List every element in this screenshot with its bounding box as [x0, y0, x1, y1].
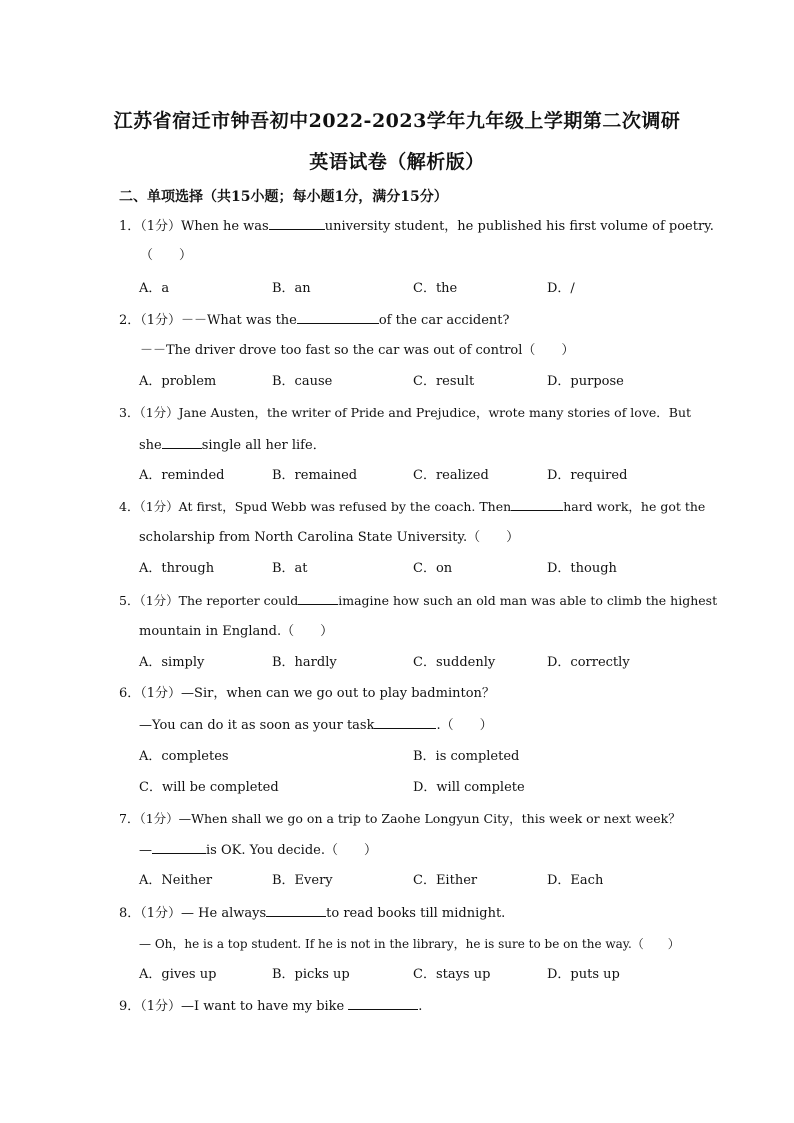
answer-blank	[269, 217, 325, 230]
q6-option-d[interactable]: D．will complete	[413, 780, 525, 795]
question-7-line-2	[139, 841, 377, 860]
q5-option-d[interactable]: D．correctly	[547, 655, 630, 670]
q4-option-b[interactable]: B．at	[272, 561, 308, 576]
answer-blank	[152, 841, 206, 854]
q6-option-c[interactable]: C．will be completed	[139, 780, 279, 795]
q8-option-c[interactable]: C．stays up	[413, 967, 491, 982]
q3-option-a[interactable]: A．reminded	[139, 468, 225, 483]
question-3: 3．（1分）Jane Austen，the writer of Pride and Prejudice，wrote many stories of love．But	[119, 405, 692, 420]
q6-option-a[interactable]: A．completes	[139, 749, 229, 764]
exam-title-line1: 江苏省宿迁市钟吾初中2022-2023学年九年级上学期第二次调研	[113, 110, 681, 132]
q4-option-d[interactable]: D．though	[547, 561, 617, 576]
question-7-text-b: is OK. You decide.（ ）	[206, 843, 377, 858]
question-3-line-2	[139, 436, 326, 455]
q2-option-c[interactable]: C．result	[413, 374, 475, 389]
question-2-text-b: of the car accident?	[378, 313, 510, 328]
q8-option-b[interactable]: B．picks up	[272, 967, 350, 982]
question-6-text-b: .（ ）	[436, 718, 493, 733]
q2-option-d[interactable]: D．purpose	[547, 374, 624, 389]
question-2-line-2: －－The driver drove too fast so the car was out of control（ ）	[140, 343, 575, 358]
q7-option-d[interactable]: D．Each	[547, 873, 604, 888]
q1-option-b[interactable]: B．an	[272, 281, 311, 296]
answer-blank	[266, 904, 326, 917]
question-4-line-2: scholarship from North Carolina State University.（ ）	[139, 530, 520, 545]
question-6: 6．（1分）—Sir，when can we go out to play badminton？	[119, 686, 495, 701]
answer-blank	[374, 716, 436, 729]
question-4-text-b: hard work，he got the	[563, 499, 706, 514]
question-1-text-b: university student，he published his first volume of poetry.	[324, 219, 714, 234]
q5-option-b[interactable]: B．hardly	[272, 655, 337, 670]
q7-option-b[interactable]: B．Every	[272, 873, 333, 888]
question-4-text-a: 4．（1分）At first，Spud Webb was refused by the coach. Then	[119, 499, 512, 514]
question-8-text-a: 8．（1分）— He always	[119, 906, 267, 921]
question-5-line-2: mountain in England.（ ）	[139, 624, 334, 639]
q7-option-a[interactable]: A．Neither	[139, 873, 213, 888]
question-2	[119, 311, 509, 330]
question-9	[119, 997, 422, 1016]
answer-blank	[511, 498, 563, 511]
q2-option-a[interactable]: A．problem	[139, 374, 217, 389]
question-5	[119, 592, 717, 610]
question-3-text-b: single all her life．	[201, 438, 326, 453]
q3-option-b[interactable]: B．remained	[272, 468, 358, 483]
question-9-text-b: .	[418, 999, 423, 1014]
question-2-text-a: 2．（1分）－－What was the	[119, 313, 297, 328]
q6-option-b[interactable]: B．is completed	[413, 749, 520, 764]
q7-option-c[interactable]: C．Either	[413, 873, 478, 888]
question-1-paren: （ ）	[140, 248, 193, 263]
question-7: 7．（1分）—When shall we go on a trip to Zaohe Longyun City，this week or next week？	[119, 811, 681, 826]
question-9-text-a: 9．（1分）—I want to have my bike	[119, 999, 345, 1014]
q4-option-a[interactable]: A．through	[139, 561, 215, 576]
q8-option-d[interactable]: D．puts up	[547, 967, 620, 982]
question-6-text-a: —You can do it as soon as your task	[139, 718, 375, 733]
q2-option-b[interactable]: B．cause	[272, 374, 333, 389]
answer-blank	[297, 311, 379, 324]
answer-blank	[162, 436, 202, 449]
question-3-text-a: she	[139, 438, 162, 453]
question-6-line-2	[139, 716, 493, 735]
answer-blank	[298, 592, 338, 605]
q3-option-c[interactable]: C．realized	[413, 468, 489, 483]
q3-option-d[interactable]: D．required	[547, 468, 628, 483]
question-8-text-b: to read books till midnight.	[326, 906, 506, 921]
question-5-text-b: imagine how such an old man was able to climb the highest	[338, 593, 718, 608]
q4-option-c[interactable]: C．on	[413, 561, 453, 576]
question-1	[119, 217, 714, 236]
question-8	[119, 904, 505, 923]
question-4	[119, 498, 705, 516]
question-8-line-2: — Oh，he is a top student. If he is not in the library，he is sure to be on the way.（ ）	[139, 937, 680, 951]
exam-title-line2: 英语试卷（解析版）	[309, 151, 485, 173]
section-heading: 二、单项选择（共15小题；每小题1分，满分15分）	[119, 189, 448, 205]
question-7-text-a: —	[139, 843, 152, 858]
question-1-text-a: 1．（1分）When he was	[119, 219, 269, 234]
q5-option-c[interactable]: C．suddenly	[413, 655, 496, 670]
q8-option-a[interactable]: A．gives up	[139, 967, 217, 982]
question-5-text-a: 5．（1分）The reporter could	[119, 593, 299, 608]
q1-option-d[interactable]: D．/	[547, 281, 575, 296]
answer-blank	[348, 997, 418, 1010]
q1-option-c[interactable]: C．the	[413, 281, 458, 296]
q1-option-a[interactable]: A．a	[139, 281, 170, 296]
q5-option-a[interactable]: A．simply	[139, 655, 205, 670]
